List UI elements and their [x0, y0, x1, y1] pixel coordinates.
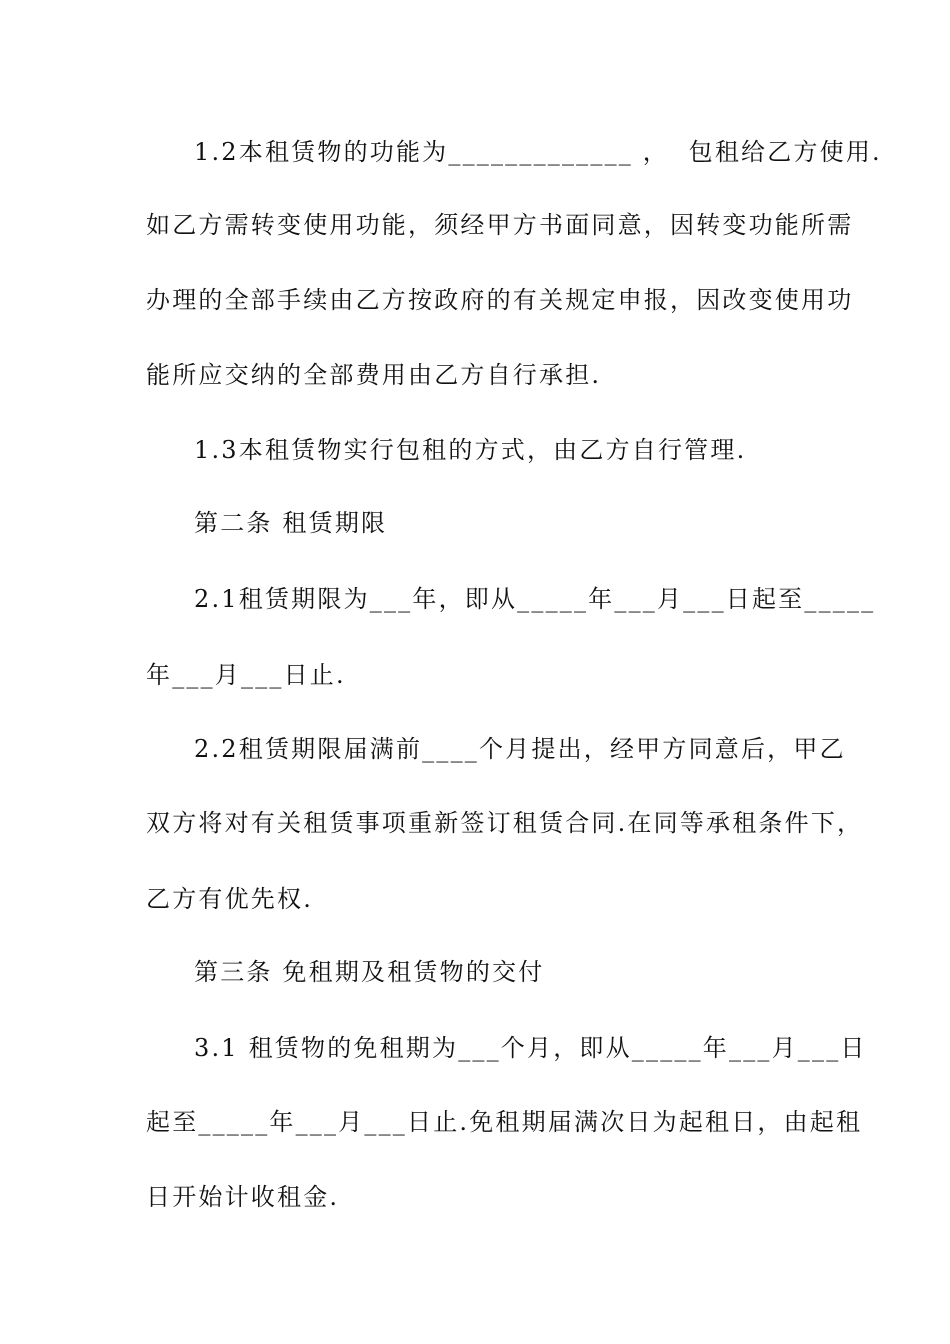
article-2-heading: 第二条 租赁期限	[194, 509, 388, 537]
clause-3-1-line-3: 日开始计收租金.	[146, 1183, 340, 1211]
clause-2-1-line-1: 2.1租赁期限为___年，即从_____年___月___日起至_____	[194, 585, 876, 613]
clause-3-1-line-2: 起至_____年___月___日止.免租期届满次日为起租日，由起租	[146, 1108, 863, 1136]
article-3-heading: 第三条 免租期及租赁物的交付	[194, 958, 545, 986]
clause-1-3: 1.3本租赁物实行包租的方式，由乙方自行管理.	[194, 436, 747, 464]
clause-1-2-line-2: 如乙方需转变使用功能，须经甲方书面同意，因转变功能所需	[146, 211, 854, 239]
clause-1-2-line-4: 能所应交纳的全部费用由乙方自行承担.	[146, 361, 602, 389]
clause-2-1-line-2: 年___月___日止.	[146, 661, 346, 689]
clause-2-2-line-3: 乙方有优先权.	[146, 885, 314, 913]
clause-1-2-line-3: 办理的全部手续由乙方按政府的有关规定申报，因改变使用功	[146, 286, 854, 314]
clause-1-2-line-1: 1.2本租赁物的功能为_____________ ， 包租给乙方使用.	[194, 138, 882, 166]
clause-3-1-line-1: 3.1 租赁物的免租期为___个月，即从_____年___月___日	[194, 1034, 867, 1062]
clause-2-2-line-1: 2.2租赁期限届满前____个月提出，经甲方同意后，甲乙	[194, 735, 846, 763]
clause-2-2-line-2: 双方将对有关租赁事项重新签订租赁合同.在同等承租条件下，	[146, 809, 864, 837]
